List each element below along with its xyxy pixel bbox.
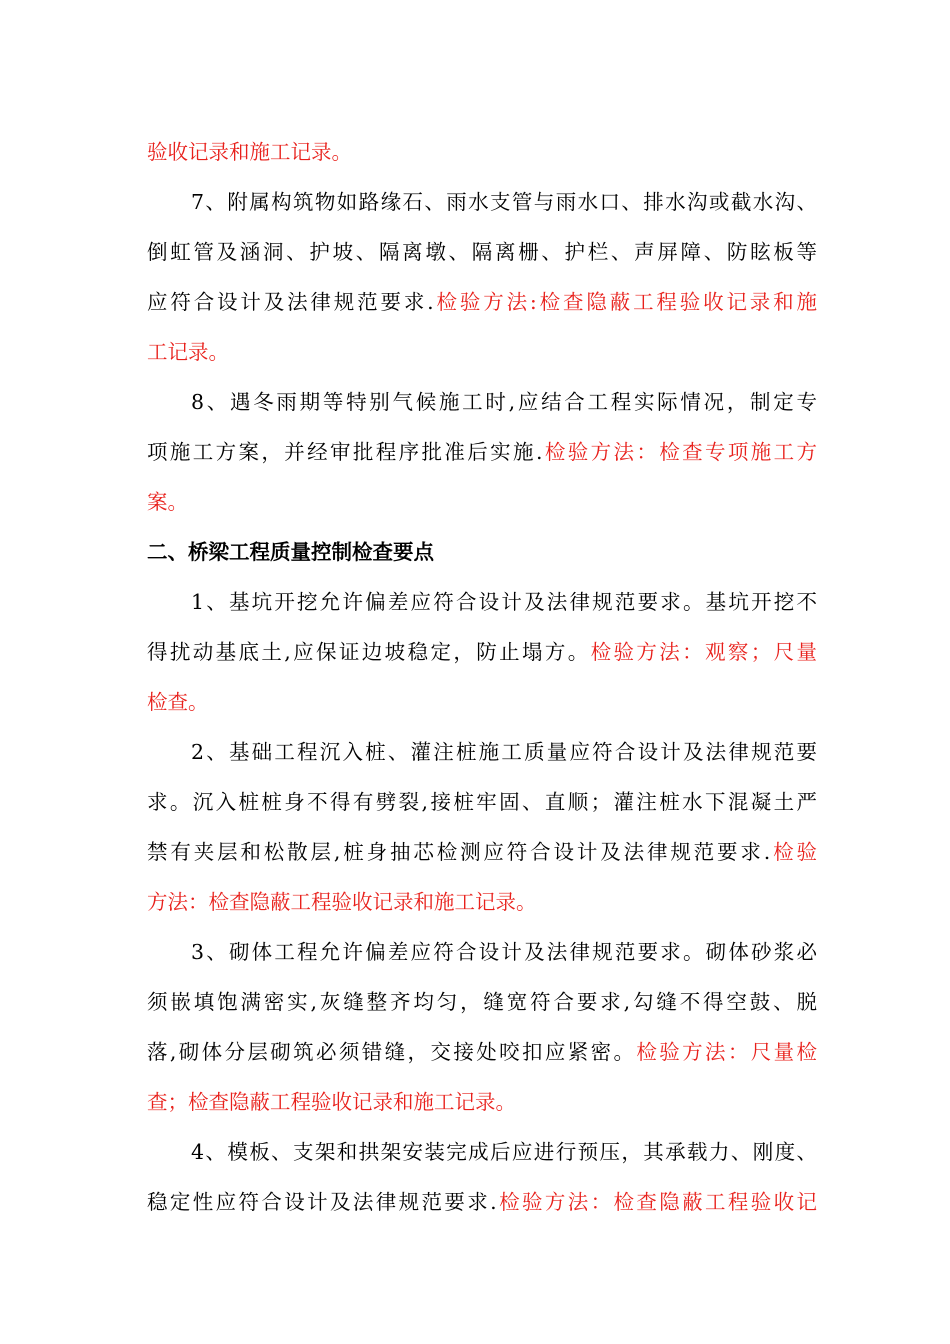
bridge-item-1-line-3: [147, 677, 817, 727]
body-text: 1、基坑开挖允许偏差应符合设计及法律规范要求。基坑开挖不: [191, 590, 817, 614]
inspection-method-text: 检验方法：尺量检: [636, 1040, 818, 1064]
text-line: [147, 127, 817, 177]
inspection-method-text: 检验方法:检查隐蔽工程验收记录和施: [433, 290, 818, 314]
bridge-item-2-line-2: [147, 777, 817, 827]
bridge-item-3-line-2: [147, 977, 817, 1027]
item-8-line-3: [147, 477, 817, 527]
bridge-item-4-line-2: [147, 1177, 817, 1227]
body-text: 3、砌体工程允许偏差应符合设计及法律规范要求。砌体砂浆必: [191, 940, 817, 964]
body-text: 求。沉入桩桩身不得有劈裂,接桩牢固、直顺；灌注桩水下混凝土严: [147, 790, 817, 814]
inspection-method-text: 检验方法：检查专项施工方: [542, 440, 818, 464]
inspection-method-text: 工记录。: [147, 340, 229, 364]
inspection-method-text: 检查。: [147, 690, 209, 714]
body-text: 8、遇冬雨期等特别气候施工时,应结合工程实际情况，制定专: [191, 390, 817, 414]
inspection-method-text: 检验: [770, 840, 818, 864]
bridge-item-4-line-1: [147, 1127, 817, 1177]
body-text: 2、基础工程沉入桩、灌注桩施工质量应符合设计及法律规范要: [191, 740, 817, 764]
bridge-item-2-line-3: [147, 827, 817, 877]
body-text: 7、附属构筑物如路缘石、雨水支管与雨水口、排水沟或截水沟、: [191, 190, 817, 214]
item-7-line-3: [147, 277, 817, 327]
bridge-item-1-line-1: [147, 577, 817, 627]
body-text: 倒虹管及涵洞、护坡、隔离墩、隔离栅、护栏、声屏障、防眩板等: [147, 240, 817, 264]
body-text: 稳定性应符合设计及法律规范要求.: [147, 1190, 497, 1214]
inspection-method-text: 查；检查隐蔽工程验收记录和施工记录。: [147, 1090, 516, 1114]
inspection-method-text: 检验方法：观察；尺量: [590, 640, 818, 664]
bridge-item-2-line-1: [147, 727, 817, 777]
body-text: 禁有夹层和松散层,桩身抽芯检测应符合设计及法律规范要求.: [147, 840, 771, 864]
item-7-line-2: [147, 227, 817, 277]
body-text: 4、模板、支架和拱架安装完成后应进行预压，其承载力、刚度、: [191, 1140, 817, 1164]
item-7-line-1: [147, 177, 817, 227]
bridge-item-3-line-1: [147, 927, 817, 977]
section-title: 二、桥梁工程质量控制检查要点: [147, 540, 434, 564]
body-text: 项施工方案，并经审批程序批准后实施.: [147, 440, 543, 464]
section-heading: [147, 527, 817, 577]
item-8-line-1: [147, 377, 817, 427]
body-text: 须嵌填饱满密实,灰缝整齐均匀，缝宽符合要求,勾缝不得空鼓、脱: [147, 990, 817, 1014]
bridge-item-3-line-3: [147, 1027, 817, 1077]
inspection-method-text: 检验方法：检查隐蔽工程验收记: [496, 1190, 818, 1214]
item-7-line-4: [147, 327, 817, 377]
item-8-line-2: [147, 427, 817, 477]
inspection-method-text: 验收记录和施工记录。: [147, 140, 352, 164]
bridge-item-1-line-2: [147, 627, 817, 677]
inspection-method-text: 案。: [147, 490, 188, 514]
inspection-method-text: 方法：检查隐蔽工程验收记录和施工记录。: [147, 890, 537, 914]
bridge-item-3-line-4: [147, 1077, 817, 1127]
bridge-item-2-line-4: [147, 877, 817, 927]
body-text: 应符合设计及法律规范要求.: [147, 290, 434, 314]
body-text: 落,砌体分层砌筑必须错缝，交接处咬扣应紧密。: [147, 1040, 637, 1064]
body-text: 得扰动基底土,应保证边坡稳定，防止塌方。: [147, 640, 591, 664]
